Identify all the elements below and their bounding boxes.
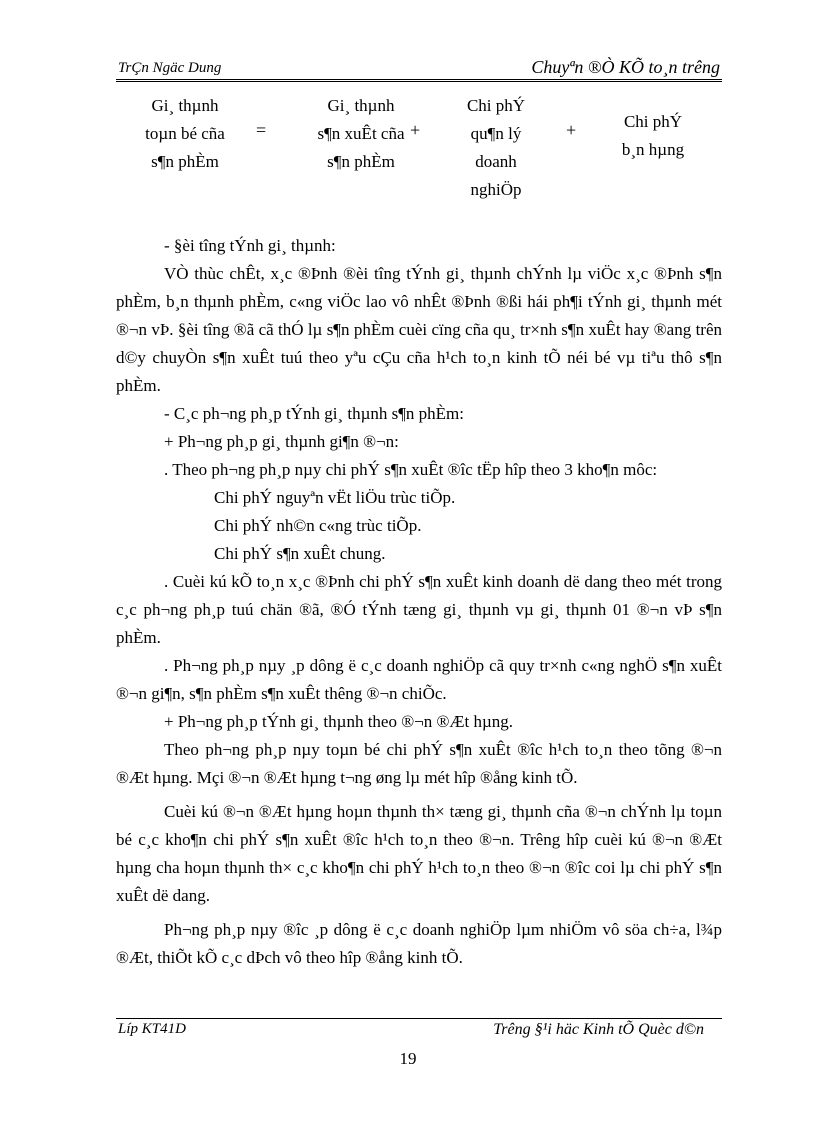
body-text — [116, 232, 722, 972]
header-subject: Chuyªn ®Ò KÕ to¸n trêng — [531, 57, 720, 77]
formula-left-line: s¶n phÈm — [151, 152, 219, 171]
formula-term-line: b¸n hµng — [621, 140, 685, 159]
paragraph: VÒ thùc chÊt, x¸c ®Þnh ®èi tîng tÝnh gi¸ thµnh chÝnh lµ viÖc x¸c ®Þnh s¶n phÈm, b¸n thµnh phÈm, c«ng viÖc lao vô nhÊt ®Þnh ®ßi hái ph¶i tÝnh gi¸ thµnh mét ®¬n vÞ. §èi tîng ®ã cã thÓ lµ s¶n phÈm cuèi cïng cña qu¸ tr×nh s¶n xuÊt hay ®ang trên d©y chuyÒn s¶n xuÊt tuú theo yªu cÇu cña h¹ch to¸n kinh tÕ néi bé vµ tiªu thô s¶n phÈm. — [116, 264, 722, 395]
formula-term-line: s¶n phÈm — [327, 152, 395, 171]
paragraph: - §èi tîng tÝnh gi¸ thµnh: — [164, 236, 336, 255]
formula-term-selling — [588, 108, 718, 164]
paragraph: + Ph¬ng ph¸p gi¸ thµnh gi¶n ®¬n: — [164, 432, 399, 451]
paragraph: Ph¬ng ph¸p nµy ®îc ¸p dông ë c¸c doanh nghiÖp lµm nhiÖm vô söa ch÷a, l¾p ®Æt, thiÕt kÕ c¸c dÞch vô theo hîp ®ång kinh tÕ. — [116, 920, 722, 967]
formula-left — [130, 92, 240, 176]
formula-left-line: toµn bé cña — [145, 124, 225, 143]
formula-term-line: Chi phÝ — [623, 112, 683, 131]
paragraph: Cuèi kú ®¬n ®Æt hµng hoµn thµnh th× tæng gi¸ thµnh cña ®¬n chÝnh lµ toµn bé c¸c kho¶n chi phÝ s¶n xuÊt ®îc h¹ch to¸n theo ®¬n. Trêng hîp cuèi kú ®¬n ®Æt hµng cha hoµn thµnh th× c¸c kho¶n chi phÝ h¹ch to¸n theo ®¬n ®îc coi lµ chi phÝ s¶n xuÊt dë dang. — [116, 802, 722, 905]
list-item: Chi phÝ nguyªn vËt liÖu trùc tiÕp. — [214, 488, 456, 507]
list-item: Chi phÝ nh©n c«ng trùc tiÕp. — [214, 516, 422, 535]
formula-term-line: Gi¸ thµnh — [327, 96, 395, 115]
footer-rule — [116, 1018, 722, 1019]
paragraph: + Ph¬ng ph¸p tÝnh gi¸ thµnh theo ®¬n ®Æt hµng. — [164, 712, 514, 731]
list-item: Chi phÝ s¶n xuÊt chung. — [214, 544, 386, 563]
formula-term-management — [444, 92, 548, 204]
cost-formula — [116, 92, 722, 212]
formula-term-line: qu¶n lý — [470, 124, 522, 143]
formula-left-line: Gi¸ thµnh — [151, 96, 219, 115]
plus-sign: + — [566, 120, 577, 140]
paragraph: . Theo ph¬ng ph¸p nµy chi phÝ s¶n xuÊt ®îc tËp hîp theo 3 kho¶n môc: — [164, 460, 658, 479]
footer-school: Trêng §¹i häc Kinh tÕ Quèc d©n — [493, 1021, 704, 1038]
equals-sign: = — [256, 120, 267, 140]
paragraph: . Ph¬ng ph¸p nµy ¸p dông ë c¸c doanh nghiÖp cã quy tr×nh c«ng nghÖ s¶n xuÊt ®¬n gi¶n, s¶n phÈm s¶n xuÊt thêng ®¬n chiÕc. — [116, 656, 722, 703]
paragraph: - C¸c ph¬ng ph¸p tÝnh gi¸ thµnh s¶n phÈm: — [164, 404, 465, 423]
header-rule — [116, 79, 722, 80]
formula-term-line: Chi phÝ — [466, 96, 526, 115]
header-author: TrÇn Ngäc Dung — [118, 60, 222, 76]
paragraph: . Cuèi kú kÕ to¸n x¸c ®Þnh chi phÝ s¶n xuÊt kinh doanh dë dang theo mét trong c¸c ph¬ng ph¸p tuú chän ®ã, ®Ó tÝnh tæng gi¸ thµnh vµ gi¸ thµnh 01 ®¬n vÞ s¶n phÈm. — [116, 572, 722, 647]
plus-sign: + — [410, 120, 421, 140]
formula-term-line: doanh — [475, 152, 517, 171]
footer-class: Líp KT41D — [118, 1021, 186, 1037]
page-number: 19 — [399, 1049, 417, 1068]
formula-term-line: s¶n xuÊt cña — [317, 124, 405, 143]
paragraph: Theo ph¬ng ph¸p nµy toµn bé chi phÝ s¶n xuÊt ®îc h¹ch to¸n theo tõng ®¬n ®Æt hµng. Mçi ®¬n ®Æt hµng t¬ng øng lµ mét hîp ®ång kinh tÕ. — [116, 740, 722, 787]
formula-term-line: nghiÖp — [470, 180, 522, 199]
header-rule-double — [116, 81, 722, 82]
